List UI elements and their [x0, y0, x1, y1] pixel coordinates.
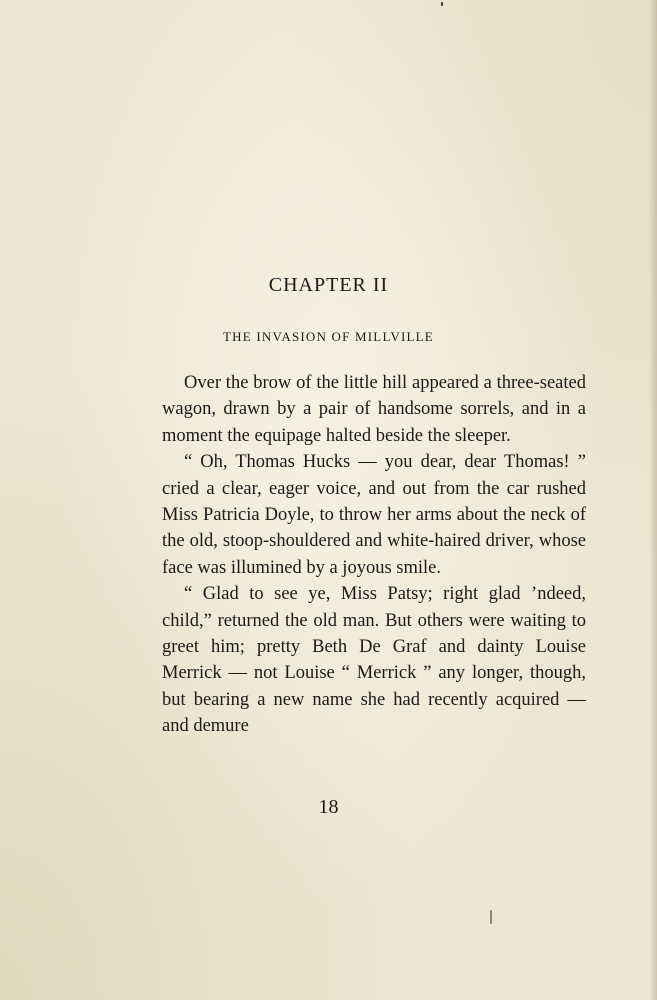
paragraph: “ Oh, Thomas Hucks — you dear, dear Thomas! ” cried a clear, eager voice, and out from the car rushed Miss Patricia Doyle, to throw her arms about the neck of the old, stoop-shouldered and white-haired driver, whose face was illumined by a joyous smile. — [162, 452, 586, 578]
paper-speck — [490, 910, 492, 924]
paper-speck — [441, 2, 443, 6]
page-edge-shadow — [649, 0, 657, 1000]
chapter-subtitle: THE INVASION OF MILLVILLE — [223, 329, 434, 344]
page-number: 18 — [318, 796, 339, 818]
paragraph: Over the brow of the little hill appeared a three-seated wagon, drawn by a pair of handsome sorrels, and in a moment the equipage halted beside the sleeper. — [162, 373, 586, 446]
paragraph: “ Glad to see ye, Miss Patsy; right glad ’ndeed, child,” returned the old man. But others were waiting to greet him; pretty Beth De Graf and dainty Louise Merrick — not Louise “ Merrick ” any longer, though, but bearing a new name she had recently acquired — and demure — [162, 584, 586, 737]
body-text — [162, 370, 586, 740]
chapter-title: CHAPTER II — [268, 274, 389, 296]
